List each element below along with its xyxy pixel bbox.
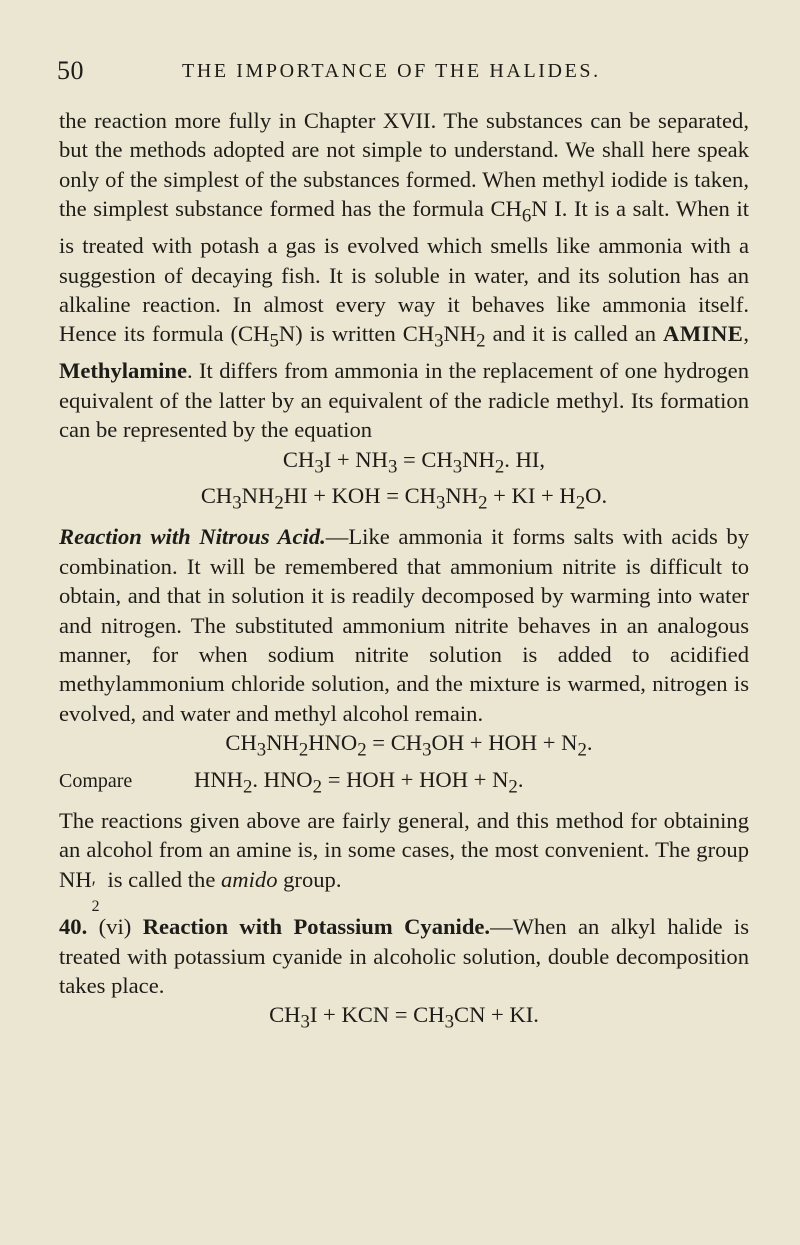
- term-methylamine: Methylamine: [59, 358, 188, 384]
- equation-cyanide: $CH_3I$ + KCN = $CH_3CN$ + KI.: [269, 1002, 539, 1033]
- paragraph-general: The reactions given above are fairly general, and this method for obtaining an alcohol from an amine is, in some cases, the most convenient. The group NH ′ 2 is called the amido group.: [59, 808, 749, 916]
- equation-potash: $CH_3NH_2HI$ + KOH = $CH_3NH_2$ + KI + $H_2O$.: [200, 483, 608, 514]
- term-amido: amido: [221, 866, 278, 892]
- running-title: THE IMPORTANCE OF THE HALIDES.: [182, 60, 601, 82]
- term-amine: AMINE: [663, 321, 744, 347]
- page-number: 50: [57, 56, 84, 85]
- equation-nitrous: $CH_3NH_2HNO_2 = CH_3OH$ + HOH + $N_2$.: [225, 730, 593, 761]
- compare-equation: [59, 765, 749, 802]
- subheading-nitrous-acid: Reaction with Nitrous Acid.: [59, 524, 326, 550]
- running-header: [57, 56, 747, 92]
- page-body: [59, 106, 749, 1037]
- compare-formula: $HNH_2$. $HNO_2$ = HOH + HOH + $N_2$.: [194, 767, 524, 798]
- equation-formation: $CH_3I + NH_3 = CH_3NH_2$. HI,: [282, 446, 546, 478]
- section-heading: Reaction with Potassium Cyanide.: [142, 914, 491, 940]
- section-40: 40. (vi) Reaction with Potassium Cyanide.—When an alkyl halide is treated with potassium cyanide in alcoholic solution, double decomposition takes place.: [59, 914, 750, 999]
- paragraph-nitrous-acid: Reaction with Nitrous Acid.—Like ammonia it forms salts with acids by combination. It will be remembered that ammonium nitrite is difficult to obtain, and that in solution it is readily decomposed by warming into water and nitrogen. The substituted ammonium nitrite behaves in an analogous manner, for when sodium nitrite solution is added to acidified methylammonium chloride solution, and the mixture is warmed, nitrogen is evolved, and water and methyl alcohol remain.: [59, 524, 750, 726]
- compare-label: Compare: [59, 770, 133, 793]
- paragraph-methylamine: the reaction more fully in Chapter XVII. The substances can be separated, but the methods adopted are not simple to understand. We shall here speak only of the simplest of the substances formed. When methyl iodide is taken, the simplest substance formed has the formula $CH_6N$ I. It is a salt. When it is treated with potash a gas is evolved which smells like ammonia with a suggestion of decaying fish. It is soluble in water, and its solution has an alkaline reaction. In almost every way it behaves like ammonia itself. Hence its formula $(CH_5N)$ is written $CH_3NH_2$ and it is called an AMINE, Methylamine. It differs from ammonia in the replacement of one hydrogen equivalent of the latter by an equivalent of the radicle methyl. Its formation can be represented by the equation: [59, 108, 750, 443]
- section-number: 40.: [59, 914, 88, 940]
